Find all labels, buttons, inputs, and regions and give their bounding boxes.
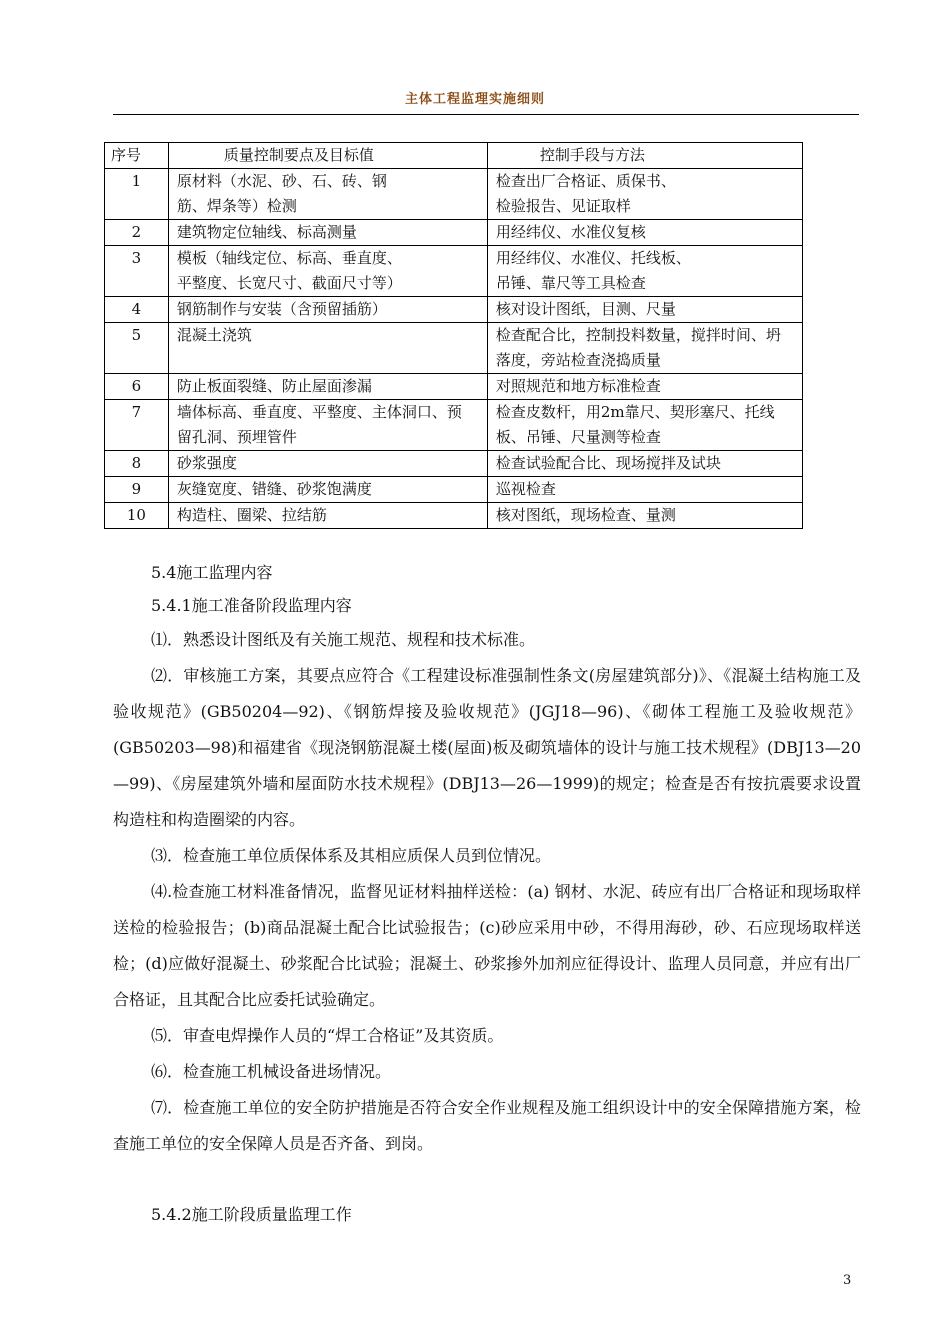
preparation-items bbox=[113, 622, 861, 1162]
row-number: 7 bbox=[105, 400, 169, 451]
row-control-point: 建筑物定位轴线、标高测量 bbox=[168, 220, 487, 246]
row-control-point: 原材料（水泥、砂、石、砖、钢 筋、焊条等）检测 bbox=[168, 169, 487, 220]
table-row bbox=[105, 220, 803, 246]
list-item: ⑶．检查施工单位质保体系及其相应质保人员到位情况。 bbox=[151, 846, 552, 865]
list-item: ⑸．审查电焊操作人员的“焊工合格证”及其资质。 bbox=[151, 1026, 504, 1045]
row-control-point: 混凝土浇筑 bbox=[168, 323, 487, 374]
header-divider bbox=[113, 114, 859, 115]
row-number: 4 bbox=[105, 297, 169, 323]
table-row bbox=[105, 323, 803, 374]
header-control-methods: 控制手段与方法 bbox=[487, 143, 802, 169]
table-row bbox=[105, 400, 803, 451]
row-control-point: 墙体标高、垂直度、平整度、主体洞口、预 留孔洞、预埋管件 bbox=[168, 400, 487, 451]
list-item: ⑺．检查施工单位的安全防护措施是否符合安全作业规程及施工组织设计中的安全保障措施方案，检查施工单位的安全保障人员是否齐备、到岗。 bbox=[113, 1098, 861, 1153]
row-number: 5 bbox=[105, 323, 169, 374]
row-control-method: 巡视检查 bbox=[487, 477, 802, 503]
row-control-method: 检查皮数杆，用2m靠尺、契形塞尺、托线 板、吊锤、尺量测等检查 bbox=[487, 400, 802, 451]
table-row bbox=[105, 297, 803, 323]
table-row bbox=[105, 477, 803, 503]
row-control-method: 对照规范和地方标准检查 bbox=[487, 374, 802, 400]
table-row bbox=[105, 451, 803, 477]
row-number: 9 bbox=[105, 477, 169, 503]
table-row bbox=[105, 169, 803, 220]
page-number: 3 bbox=[843, 1273, 852, 1288]
row-control-method: 核对设计图纸，目测、尺量 bbox=[487, 297, 802, 323]
row-number: 3 bbox=[105, 246, 169, 297]
row-number: 8 bbox=[105, 451, 169, 477]
list-item: ⑵．审核施工方案，其要点应符合《工程建设标准强制性条文(房屋建筑部分)》、《混凝土结构施工及验收规范》(GB50204—92)、《钢筋焊接及验收规范》(JGJ18—96)、《砌体工程施工及验收规范》(GB50203—98)和福建省《现浇钢筋混凝土楼(屋面)板及砌筑墙体的设计与施工技术规程》(DBJ13—20—99)、《房屋建筑外墙和屋面防水技术规程》(DBJ13—26—1999)的规定；检查是否有按抗震要求设置构造柱和构造圈梁的内容。 bbox=[113, 666, 861, 829]
row-control-point: 防止板面裂缝、防止屋面渗漏 bbox=[168, 374, 487, 400]
row-control-method: 检查出厂合格证、质保书、 检验报告、见证取样 bbox=[487, 169, 802, 220]
row-control-method: 用经纬仪、水准仪、托线板、 吊锤、靠尺等工具检查 bbox=[487, 246, 802, 297]
table-row bbox=[105, 374, 803, 400]
header-number: 序号 bbox=[105, 143, 169, 169]
table-header-row bbox=[105, 143, 803, 169]
row-number: 6 bbox=[105, 374, 169, 400]
list-item: ⑴．熟悉设计图纸及有关施工规范、规程和技术标准。 bbox=[151, 630, 536, 649]
row-control-point: 模板（轴线定位、标高、垂直度、 平整度、长宽尺寸、截面尺寸等） bbox=[168, 246, 487, 297]
row-control-method: 检查试验配合比、现场搅拌及试块 bbox=[487, 451, 802, 477]
row-control-point: 灰缝宽度、错缝、砂浆饱满度 bbox=[168, 477, 487, 503]
row-number: 2 bbox=[105, 220, 169, 246]
section-heading-5-4-1: 5.4.1施工准备阶段监理内容 bbox=[151, 596, 352, 615]
table-row bbox=[105, 503, 803, 529]
table-row bbox=[105, 246, 803, 297]
quality-control-table bbox=[104, 142, 803, 529]
row-control-point: 钢筋制作与安装（含预留插筋） bbox=[168, 297, 487, 323]
row-control-point: 构造柱、圈梁、拉结筋 bbox=[168, 503, 487, 529]
section-heading-5-4-2: 5.4.2施工阶段质量监理工作 bbox=[151, 1205, 352, 1224]
document-header-title: 主体工程监理实施细则 bbox=[404, 92, 545, 107]
row-control-method: 检查配合比，控制投料数量，搅拌时间、坍 落度，旁站检查浇捣质量 bbox=[487, 323, 802, 374]
list-item: ⑷.检查施工材料准备情况，监督见证材料抽样送检：(a) 钢材、水泥、砖应有出厂合格证和现场取样送检的检验报告；(b)商品混凝土配合比试验报告；(c)砂应采用中砂，不得用海砂，砂、石应现场取样送检；(d)应做好混凝土、砂浆配合比试验；混凝土、砂浆掺外加剂应征得设计、监理人员同意，并应有出厂合格证，且其配合比应委托试验确定。 bbox=[113, 882, 861, 1009]
list-item: ⑹．检查施工机械设备进场情况。 bbox=[151, 1062, 392, 1081]
row-control-point: 砂浆强度 bbox=[168, 451, 487, 477]
header-control-points: 质量控制要点及目标值 bbox=[168, 143, 487, 169]
row-number: 10 bbox=[105, 503, 169, 529]
section-heading-5-4: 5.4施工监理内容 bbox=[151, 563, 273, 582]
row-control-method: 用经纬仪、水准仪复核 bbox=[487, 220, 802, 246]
row-control-method: 核对图纸，现场检查、量测 bbox=[487, 503, 802, 529]
row-number: 1 bbox=[105, 169, 169, 220]
